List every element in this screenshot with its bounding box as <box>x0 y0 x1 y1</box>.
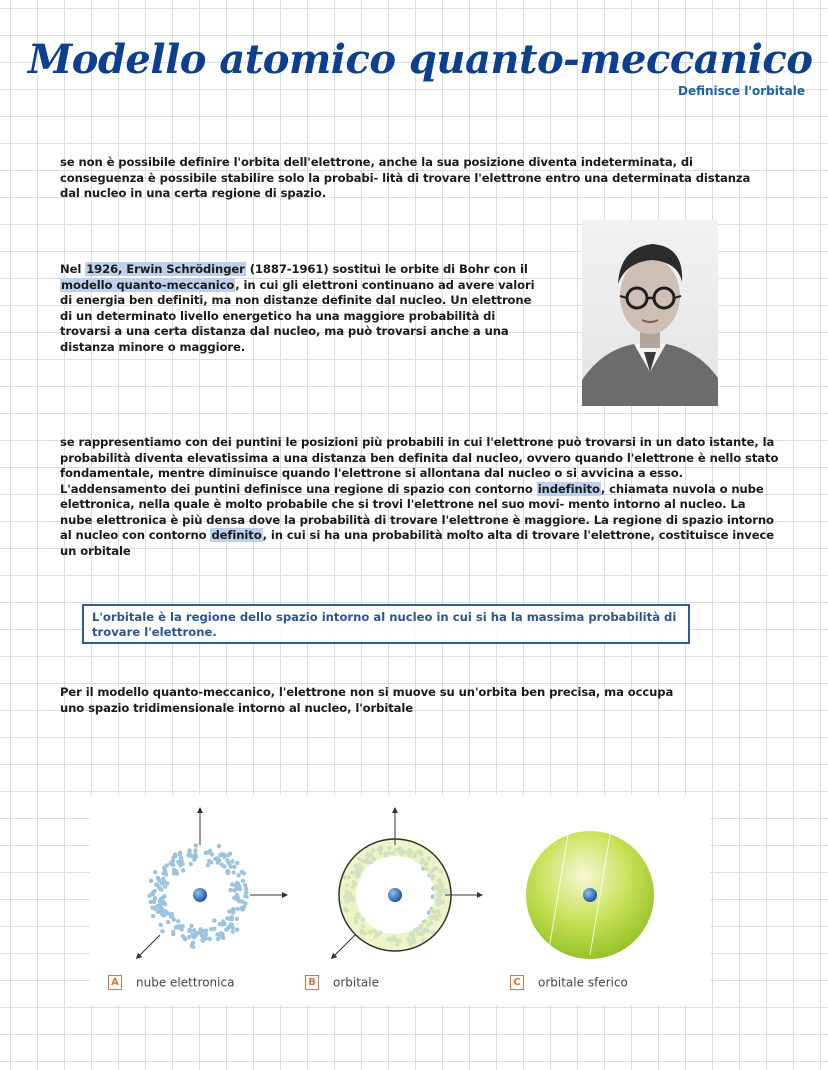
schrodinger-paragraph <box>60 262 540 355</box>
electron-dot <box>176 919 180 923</box>
electron-dot <box>224 928 228 932</box>
orbital-figure-panel <box>90 795 710 1005</box>
electron-dot <box>187 851 191 855</box>
electron-dot <box>188 928 192 932</box>
electron-dot <box>236 873 240 877</box>
caption-label: orbitale <box>333 975 380 990</box>
electron-dot <box>228 852 232 856</box>
caption-a <box>108 975 234 990</box>
highlight-indefinito: indefinito <box>537 481 600 496</box>
electron-dot <box>194 855 198 859</box>
electron-dot <box>163 869 167 873</box>
electron-dot <box>240 870 244 874</box>
orbital-diagram <box>333 810 480 957</box>
electron-dot <box>230 915 234 919</box>
electron-dot <box>149 879 153 883</box>
electron-dot <box>206 863 210 867</box>
electron-dot <box>151 914 155 918</box>
electron-dot <box>169 914 173 918</box>
electron-cloud-diagram <box>138 810 285 957</box>
electron-dot <box>183 937 187 941</box>
nucleus-icon <box>193 888 207 902</box>
electron-dot <box>209 927 213 931</box>
cloud-paragraph <box>60 435 780 559</box>
electron-dot <box>204 851 208 855</box>
electron-dot <box>235 881 239 885</box>
electron-dot <box>181 868 185 872</box>
electron-dot <box>199 929 203 933</box>
portrait-illustration <box>582 220 718 406</box>
electron-dot <box>222 855 226 859</box>
electron-dot <box>207 859 211 863</box>
text-run: se rappresentiamo con dei puntini le posizioni più probabili in cui l'elettrone può trovarsi in un dato istante, la probabilità diventa elevatissima a una distanza ben definita dal nucleo, ovvero quando l'elettrone è nello stato fondamentale, mentre diminuisce quando l'elettrone si allontana dal nucleo o si avvicina a esso. L'addensamento dei puntini definisce una regione di spazio con contorno <box>60 435 779 496</box>
electron-dot <box>153 870 157 874</box>
electron-dot <box>178 851 182 855</box>
electron-dot <box>189 862 193 866</box>
electron-dot <box>226 869 230 873</box>
electron-dot <box>229 922 233 926</box>
electron-dot <box>179 856 183 860</box>
text-run: , in cui gli elettroni continuano ad avere valori di energia ben definiti, ma non distanze definite dal nucleo. Un elettrone di un determinato livello energetico ha una maggiore probabilità di trovarsi a una certa distanza dal nucleo, ma può trovarsi anche a una distanza minore o maggiore. <box>60 277 535 354</box>
caption-label: orbitale sferico <box>538 975 628 990</box>
electron-dot <box>193 848 197 852</box>
electron-dot <box>163 885 167 889</box>
electron-dot <box>163 902 167 906</box>
electron-dot <box>236 896 240 900</box>
electron-dot <box>158 923 162 927</box>
electron-dot <box>156 904 160 908</box>
caption-label: nube elettronica <box>136 975 235 990</box>
electron-dot <box>176 860 180 864</box>
electron-dot <box>218 922 222 926</box>
electron-dot <box>160 929 164 933</box>
electron-dot <box>192 928 196 932</box>
highlight-schrodinger: 1926, Erwin Schrödinger <box>86 262 245 276</box>
electron-dot <box>235 861 239 865</box>
schrodinger-portrait <box>582 220 718 406</box>
electron-dot <box>216 937 220 941</box>
electron-dot <box>157 878 161 882</box>
caption-b <box>305 975 379 990</box>
electron-dot <box>180 862 184 866</box>
electron-dot <box>166 920 170 924</box>
electron-dot <box>172 868 176 872</box>
electron-dot <box>235 928 239 932</box>
electron-dot <box>234 886 238 890</box>
electron-dot <box>217 844 221 848</box>
electron-dot <box>163 909 167 913</box>
electron-dot <box>159 888 163 892</box>
electron-dot <box>150 906 154 910</box>
page-subtitle: Definisce l'orbitale <box>678 84 805 98</box>
text-run: , chiamata nuvola o nube elettronica, nella quale è molto probabile che si trovi l'elettrone nel suo movi- mento intorno al nucleo. La nube elettronica è più densa dove la probabilità di trovare l'elettrone è maggiore. La regione di spazio intorno al nucleo con contorno <box>60 481 774 542</box>
electron-dot <box>171 930 175 934</box>
electron-dot <box>229 864 233 868</box>
page-title: Modello atomico quanto-meccanico <box>28 36 813 83</box>
electron-dot <box>152 889 156 893</box>
electron-dot <box>230 859 234 863</box>
nucleus-icon <box>583 888 597 902</box>
electron-dot <box>189 924 193 928</box>
intro-paragraph: se non è possibile definire l'orbita dell'elettrone, anche la sua posizione diventa indeterminata, di conseguenza è possibile stabilire solo la probabi- lità di trovare l'elettrone entro una determinata distanza dal nucleo in una certa regione di spazio. <box>60 155 751 200</box>
electron-dot <box>158 899 162 903</box>
electron-dot <box>192 935 196 939</box>
electron-dot <box>165 863 169 867</box>
electron-dot <box>210 852 214 856</box>
text-run: Nel <box>60 262 86 276</box>
electron-dot <box>222 922 226 926</box>
electron-dot <box>179 927 183 931</box>
caption-letter: A <box>108 975 122 990</box>
electron-dot <box>235 907 239 911</box>
electron-dot <box>194 843 198 847</box>
electron-dot <box>215 932 219 936</box>
definition-box: L'orbitale è la regione dello spazio intorno al nucleo in cui si ha la massima probabilità di trovare l'elettrone. <box>82 604 690 644</box>
electron-dot <box>162 913 166 917</box>
caption-letter: C <box>510 975 524 990</box>
caption-letter: B <box>305 975 319 990</box>
electron-dot <box>228 888 232 892</box>
electron-dot <box>231 909 235 913</box>
spherical-orbital-diagram <box>526 831 654 959</box>
nucleus-icon <box>388 888 402 902</box>
electron-dot <box>244 894 248 898</box>
electron-dot <box>191 941 195 945</box>
electron-dot <box>155 883 159 887</box>
electron-dot <box>220 863 224 867</box>
electron-dot <box>212 918 216 922</box>
electron-dot <box>203 935 207 939</box>
electron-dot <box>176 924 180 928</box>
caption-c <box>510 975 628 990</box>
highlight-model: modello quanto-meccanico <box>61 277 235 292</box>
orbitale-term: orbitale <box>80 543 131 558</box>
electron-dot <box>244 890 248 894</box>
conclusion-paragraph: Per il modello quanto-meccanico, l'elettrone non si muove su un'orbita ben precisa, ma occupa uno spazio tridimensionale intorno al nucleo, l'orbitale <box>60 685 674 715</box>
electron-dot <box>149 900 153 904</box>
electron-dot <box>171 859 175 863</box>
electron-dot <box>161 877 165 881</box>
electron-dot <box>231 870 235 874</box>
electron-dot <box>215 856 219 860</box>
text-run: , in cui si ha una probabilità molto alta di trovare l'elettrone, costituisce invece un <box>60 528 775 558</box>
electron-dot <box>242 905 246 909</box>
electron-dot <box>241 879 245 883</box>
highlight-definito: definito <box>211 528 262 542</box>
electron-dot <box>225 858 229 862</box>
electron-dot <box>204 929 208 933</box>
electron-dot <box>175 871 179 875</box>
electron-dot <box>221 936 225 940</box>
orbital-diagrams <box>90 795 710 1005</box>
electron-dot <box>230 882 234 886</box>
electron-dot <box>235 917 239 921</box>
text-run: (1887-1961) sostituì le orbite di Bohr con il <box>245 262 528 276</box>
electron-dot <box>231 930 235 934</box>
